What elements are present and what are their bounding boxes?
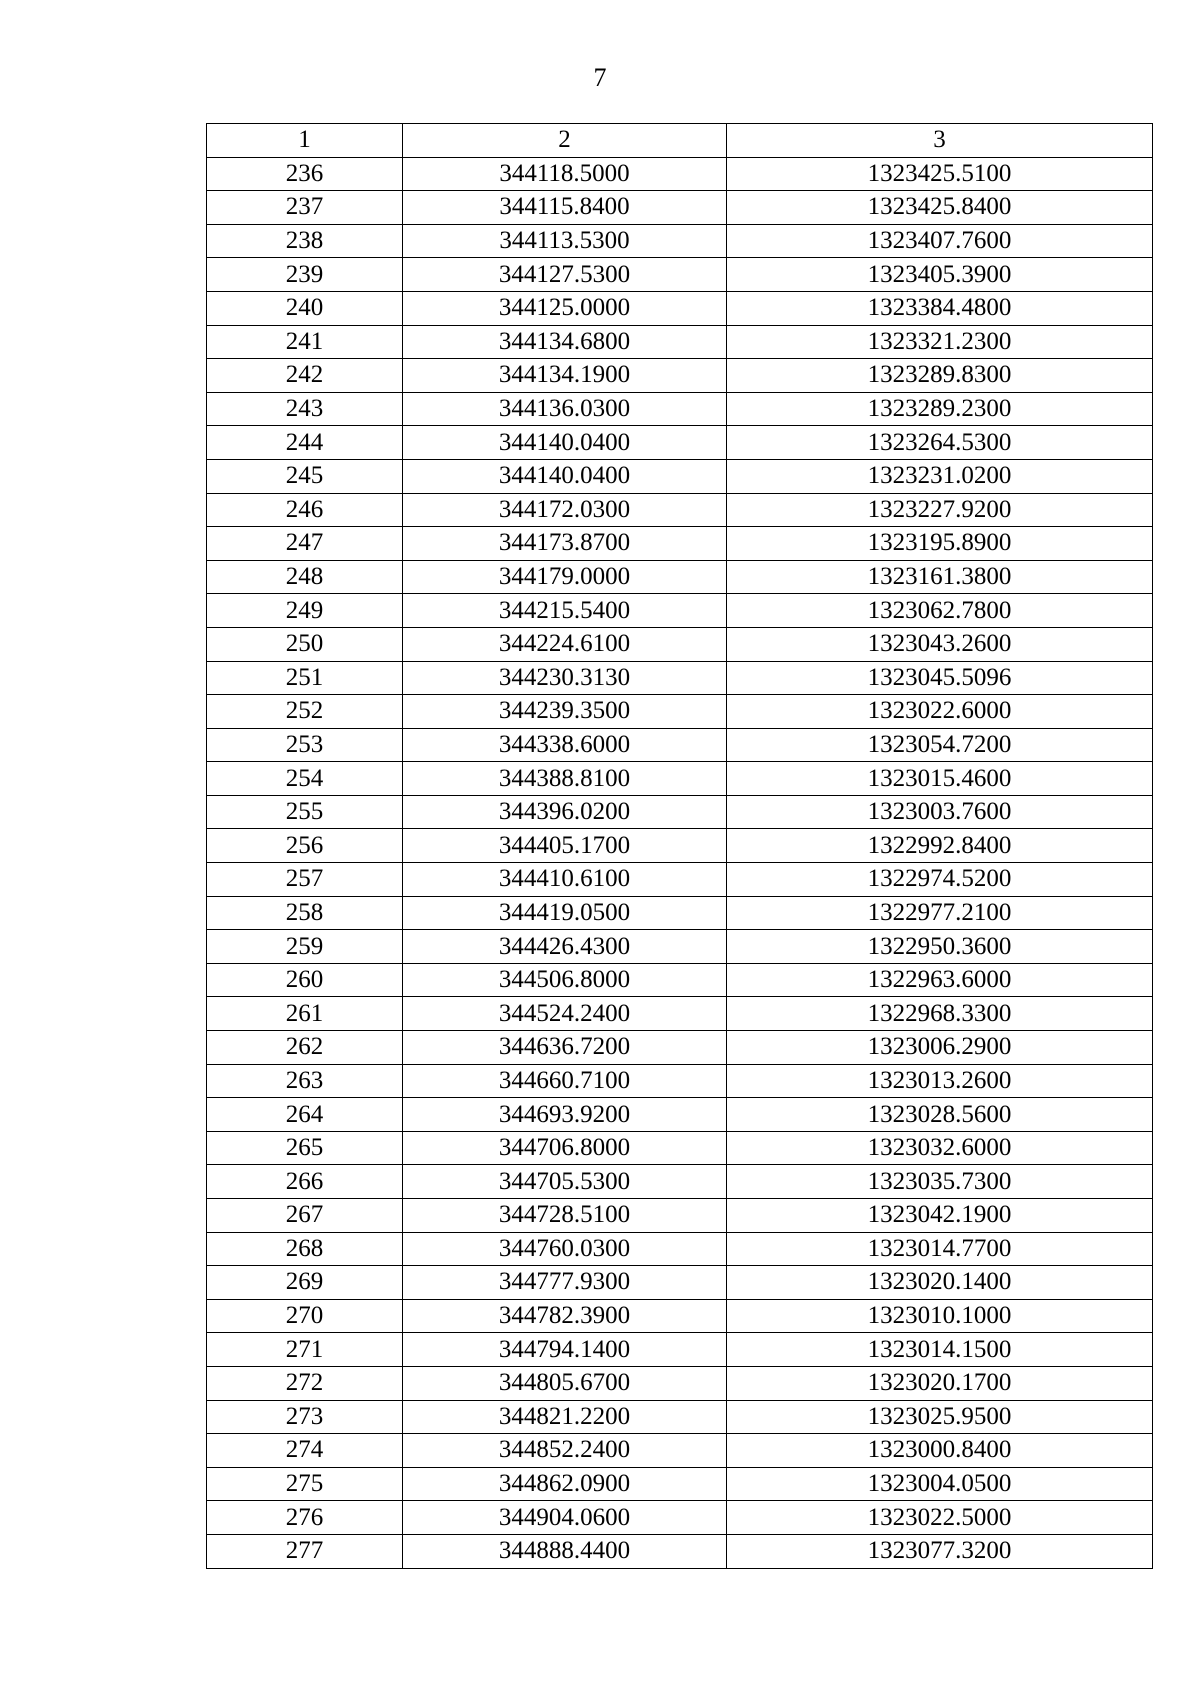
y-coordinate-cell: 1323321.2300 [727, 325, 1153, 359]
table-row [207, 1098, 1153, 1132]
x-coordinate-cell: 344140.0400 [403, 459, 727, 493]
table-row [207, 1266, 1153, 1300]
y-coordinate-cell: 1323028.5600 [727, 1098, 1153, 1132]
table-row [207, 1299, 1153, 1333]
x-coordinate-cell: 344805.6700 [403, 1366, 727, 1400]
x-coordinate-cell: 344127.5300 [403, 258, 727, 292]
x-coordinate-cell: 344693.9200 [403, 1098, 727, 1132]
x-coordinate-cell: 344506.8000 [403, 963, 727, 997]
x-coordinate-cell: 344172.0300 [403, 493, 727, 527]
x-coordinate-cell: 344115.8400 [403, 191, 727, 225]
table-row [207, 963, 1153, 997]
page-number: 7 [593, 63, 607, 92]
point-number-cell: 256 [207, 829, 403, 863]
point-number-cell: 255 [207, 795, 403, 829]
point-number-cell: 261 [207, 997, 403, 1031]
point-number-cell: 251 [207, 661, 403, 695]
y-coordinate-cell: 1323000.8400 [727, 1434, 1153, 1468]
table-row [207, 728, 1153, 762]
point-number-cell: 238 [207, 224, 403, 258]
x-coordinate-cell: 344524.2400 [403, 997, 727, 1031]
table-row [207, 695, 1153, 729]
x-coordinate-cell: 344777.9300 [403, 1266, 727, 1300]
point-number-cell: 241 [207, 325, 403, 359]
table-body [207, 157, 1153, 1568]
point-number-cell: 258 [207, 896, 403, 930]
point-number-cell: 260 [207, 963, 403, 997]
x-coordinate-cell: 344215.5400 [403, 594, 727, 628]
y-coordinate-cell: 1323227.9200 [727, 493, 1153, 527]
table-row [207, 997, 1153, 1031]
x-coordinate-cell: 344118.5000 [403, 157, 727, 191]
y-coordinate-cell: 1323032.6000 [727, 1131, 1153, 1165]
y-coordinate-cell: 1323015.4600 [727, 762, 1153, 796]
point-number-cell: 276 [207, 1501, 403, 1535]
y-coordinate-cell: 1323022.6000 [727, 695, 1153, 729]
table-row [207, 359, 1153, 393]
y-coordinate-cell: 1322950.3600 [727, 930, 1153, 964]
y-coordinate-cell: 1323014.1500 [727, 1333, 1153, 1367]
point-number-cell: 277 [207, 1534, 403, 1568]
point-number-cell: 248 [207, 560, 403, 594]
x-coordinate-cell: 344338.6000 [403, 728, 727, 762]
point-number-cell: 267 [207, 1199, 403, 1233]
x-coordinate-cell: 344388.8100 [403, 762, 727, 796]
x-coordinate-cell: 344224.6100 [403, 627, 727, 661]
table-row [207, 896, 1153, 930]
y-coordinate-cell: 1323195.8900 [727, 527, 1153, 561]
point-number-cell: 269 [207, 1266, 403, 1300]
x-coordinate-cell: 344136.0300 [403, 392, 727, 426]
table-row [207, 157, 1153, 191]
point-number-cell: 262 [207, 1031, 403, 1065]
x-coordinate-cell: 344173.8700 [403, 527, 727, 561]
x-coordinate-cell: 344852.2400 [403, 1434, 727, 1468]
point-number-cell: 275 [207, 1467, 403, 1501]
x-coordinate-cell: 344419.0500 [403, 896, 727, 930]
table-row [207, 1031, 1153, 1065]
table-row [207, 762, 1153, 796]
x-coordinate-cell: 344230.3130 [403, 661, 727, 695]
y-coordinate-cell: 1323020.1700 [727, 1366, 1153, 1400]
x-coordinate-cell: 344660.7100 [403, 1064, 727, 1098]
y-coordinate-cell: 1323264.5300 [727, 426, 1153, 460]
y-coordinate-cell: 1323407.7600 [727, 224, 1153, 258]
x-coordinate-cell: 344113.5300 [403, 224, 727, 258]
table-row [207, 459, 1153, 493]
y-coordinate-cell: 1322974.5200 [727, 863, 1153, 897]
table-row [207, 1467, 1153, 1501]
point-number-cell: 245 [207, 459, 403, 493]
point-number-cell: 257 [207, 863, 403, 897]
x-coordinate-cell: 344888.4400 [403, 1534, 727, 1568]
table-row [207, 1064, 1153, 1098]
table-row [207, 325, 1153, 359]
point-number-cell: 273 [207, 1400, 403, 1434]
point-number-cell: 263 [207, 1064, 403, 1098]
y-coordinate-cell: 1323035.7300 [727, 1165, 1153, 1199]
table-row [207, 392, 1153, 426]
column-header-2: 2 [403, 124, 727, 158]
y-coordinate-cell: 1323014.7700 [727, 1232, 1153, 1266]
table-row [207, 191, 1153, 225]
table-row [207, 1232, 1153, 1266]
table-row [207, 426, 1153, 460]
y-coordinate-cell: 1322963.6000 [727, 963, 1153, 997]
table-header-row [207, 124, 1153, 158]
table-row [207, 627, 1153, 661]
y-coordinate-cell: 1323020.1400 [727, 1266, 1153, 1300]
x-coordinate-cell: 344179.0000 [403, 560, 727, 594]
table-row [207, 863, 1153, 897]
table-row [207, 661, 1153, 695]
point-number-cell: 268 [207, 1232, 403, 1266]
y-coordinate-cell: 1323384.4800 [727, 291, 1153, 325]
column-header-1: 1 [207, 124, 403, 158]
y-coordinate-cell: 1323425.8400 [727, 191, 1153, 225]
y-coordinate-cell: 1323161.3800 [727, 560, 1153, 594]
point-number-cell: 237 [207, 191, 403, 225]
y-coordinate-cell: 1322992.8400 [727, 829, 1153, 863]
point-number-cell: 265 [207, 1131, 403, 1165]
point-number-cell: 236 [207, 157, 403, 191]
y-coordinate-cell: 1323042.1900 [727, 1199, 1153, 1233]
y-coordinate-cell: 1323045.5096 [727, 661, 1153, 695]
x-coordinate-cell: 344904.0600 [403, 1501, 727, 1535]
point-number-cell: 243 [207, 392, 403, 426]
y-coordinate-cell: 1323010.1000 [727, 1299, 1153, 1333]
y-coordinate-cell: 1323231.0200 [727, 459, 1153, 493]
x-coordinate-cell: 344705.5300 [403, 1165, 727, 1199]
y-coordinate-cell: 1323289.2300 [727, 392, 1153, 426]
x-coordinate-cell: 344426.4300 [403, 930, 727, 964]
coordinates-table [206, 123, 1153, 1569]
table-row [207, 291, 1153, 325]
x-coordinate-cell: 344821.2200 [403, 1400, 727, 1434]
point-number-cell: 239 [207, 258, 403, 292]
table-row [207, 258, 1153, 292]
x-coordinate-cell: 344782.3900 [403, 1299, 727, 1333]
point-number-cell: 270 [207, 1299, 403, 1333]
point-number-cell: 242 [207, 359, 403, 393]
point-number-cell: 247 [207, 527, 403, 561]
point-number-cell: 264 [207, 1098, 403, 1132]
table-row [207, 560, 1153, 594]
x-coordinate-cell: 344239.3500 [403, 695, 727, 729]
y-coordinate-cell: 1323006.2900 [727, 1031, 1153, 1065]
x-coordinate-cell: 344396.0200 [403, 795, 727, 829]
table-row [207, 1434, 1153, 1468]
point-number-cell: 254 [207, 762, 403, 796]
x-coordinate-cell: 344760.0300 [403, 1232, 727, 1266]
y-coordinate-cell: 1323025.9500 [727, 1400, 1153, 1434]
y-coordinate-cell: 1323043.2600 [727, 627, 1153, 661]
x-coordinate-cell: 344636.7200 [403, 1031, 727, 1065]
point-number-cell: 259 [207, 930, 403, 964]
point-number-cell: 271 [207, 1333, 403, 1367]
table-row [207, 1501, 1153, 1535]
y-coordinate-cell: 1323022.5000 [727, 1501, 1153, 1535]
x-coordinate-cell: 344405.1700 [403, 829, 727, 863]
table-row [207, 829, 1153, 863]
point-number-cell: 266 [207, 1165, 403, 1199]
table-row [207, 1165, 1153, 1199]
point-number-cell: 250 [207, 627, 403, 661]
table-row [207, 1534, 1153, 1568]
table-row [207, 493, 1153, 527]
point-number-cell: 249 [207, 594, 403, 628]
y-coordinate-cell: 1323004.0500 [727, 1467, 1153, 1501]
y-coordinate-cell: 1323077.3200 [727, 1534, 1153, 1568]
point-number-cell: 274 [207, 1434, 403, 1468]
x-coordinate-cell: 344862.0900 [403, 1467, 727, 1501]
y-coordinate-cell: 1323289.8300 [727, 359, 1153, 393]
x-coordinate-cell: 344134.6800 [403, 325, 727, 359]
table-row [207, 1366, 1153, 1400]
table-row [207, 594, 1153, 628]
table-row [207, 1333, 1153, 1367]
point-number-cell: 252 [207, 695, 403, 729]
y-coordinate-cell: 1323013.2600 [727, 1064, 1153, 1098]
x-coordinate-cell: 344125.0000 [403, 291, 727, 325]
y-coordinate-cell: 1323062.7800 [727, 594, 1153, 628]
table-row [207, 1199, 1153, 1233]
y-coordinate-cell: 1323054.7200 [727, 728, 1153, 762]
x-coordinate-cell: 344728.5100 [403, 1199, 727, 1233]
y-coordinate-cell: 1323405.3900 [727, 258, 1153, 292]
point-number-cell: 272 [207, 1366, 403, 1400]
table-row [207, 1400, 1153, 1434]
x-coordinate-cell: 344134.1900 [403, 359, 727, 393]
column-header-3: 3 [727, 124, 1153, 158]
table-row [207, 527, 1153, 561]
point-number-cell: 244 [207, 426, 403, 460]
x-coordinate-cell: 344140.0400 [403, 426, 727, 460]
point-number-cell: 240 [207, 291, 403, 325]
table-row [207, 930, 1153, 964]
table-row [207, 795, 1153, 829]
point-number-cell: 246 [207, 493, 403, 527]
y-coordinate-cell: 1322977.2100 [727, 896, 1153, 930]
table-row [207, 1131, 1153, 1165]
table-row [207, 224, 1153, 258]
y-coordinate-cell: 1322968.3300 [727, 997, 1153, 1031]
y-coordinate-cell: 1323003.7600 [727, 795, 1153, 829]
point-number-cell: 253 [207, 728, 403, 762]
y-coordinate-cell: 1323425.5100 [727, 157, 1153, 191]
x-coordinate-cell: 344410.6100 [403, 863, 727, 897]
x-coordinate-cell: 344706.8000 [403, 1131, 727, 1165]
x-coordinate-cell: 344794.1400 [403, 1333, 727, 1367]
